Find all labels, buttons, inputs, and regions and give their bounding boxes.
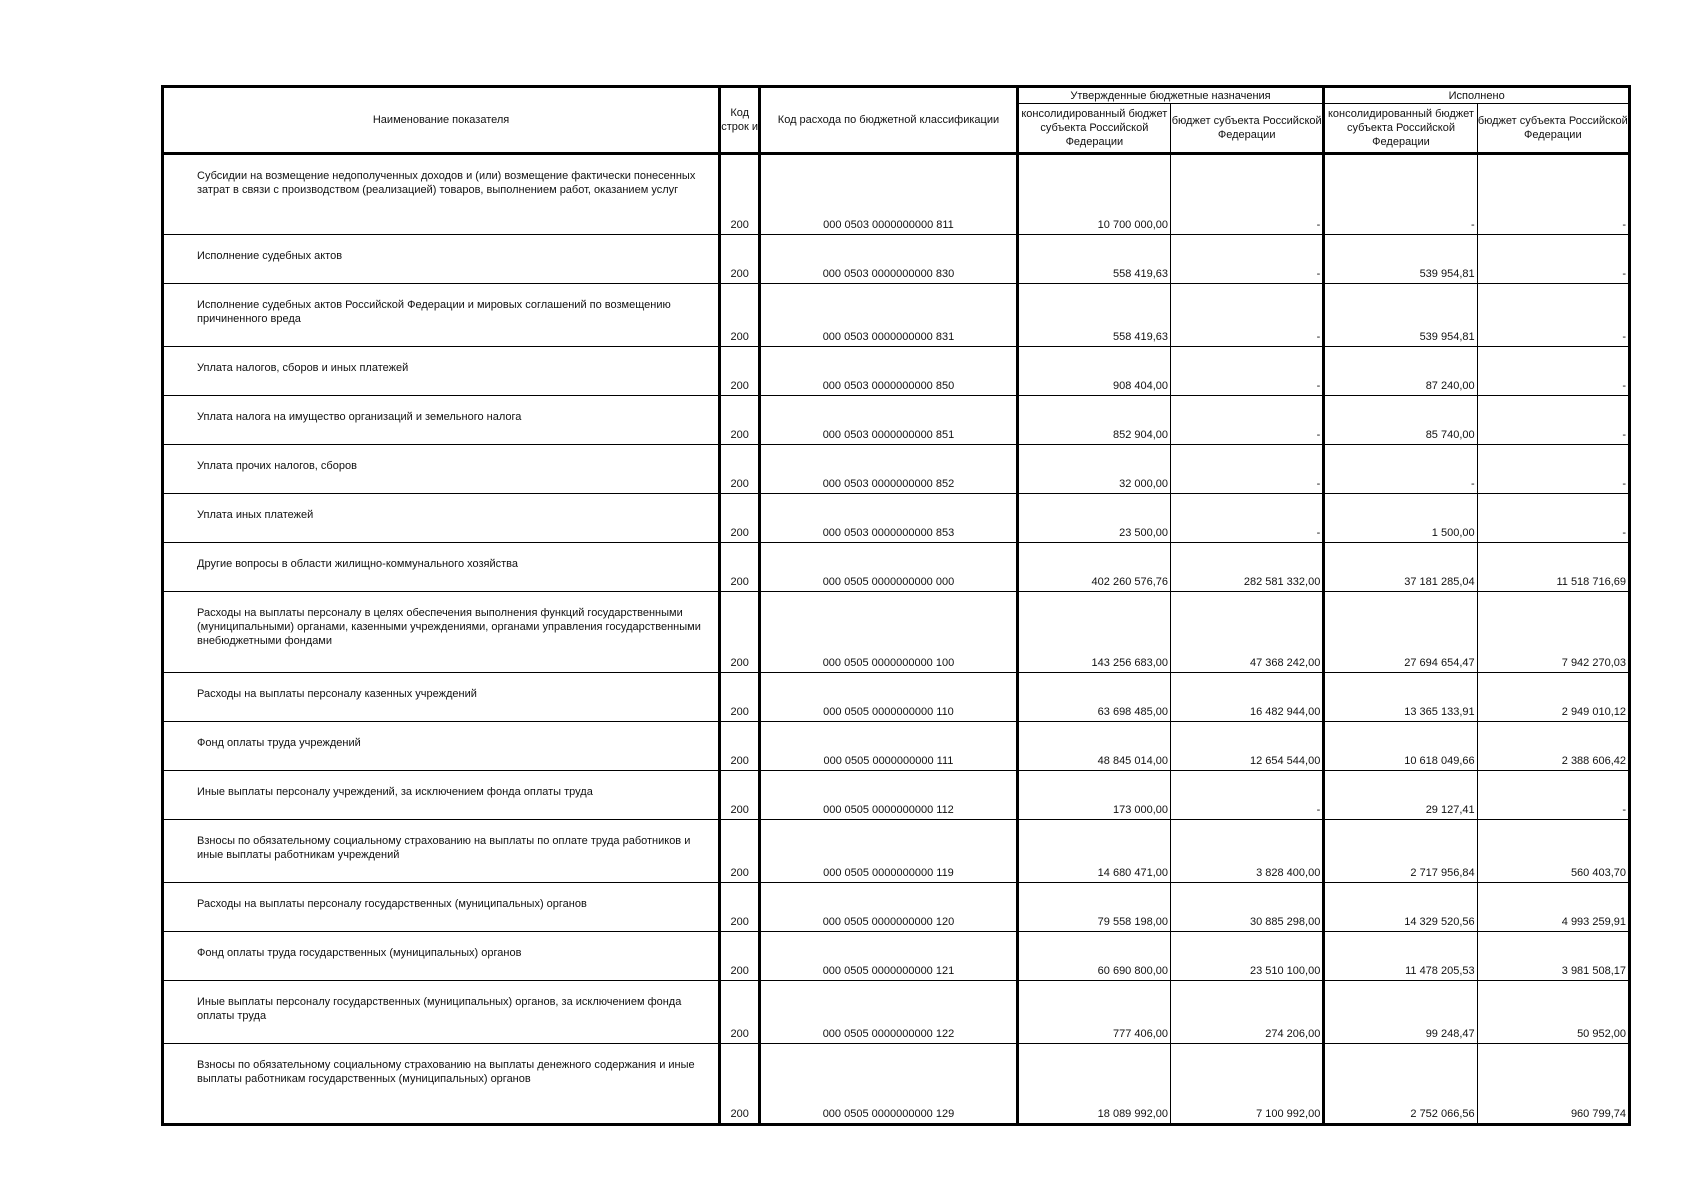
row-code: 200 — [720, 722, 760, 771]
row-classification: 000 0503 0000000000 850 — [760, 347, 1018, 396]
header-approved-group: Утвержденные бюджетные назначения — [1017, 87, 1324, 104]
row-executed-consolidated: - — [1324, 154, 1477, 235]
row-executed-consolidated: 85 740,00 — [1324, 396, 1477, 445]
row-executed-consolidated: 539 954,81 — [1324, 235, 1477, 284]
table-header — [163, 87, 1630, 154]
row-executed-subject: 2 388 606,42 — [1477, 722, 1629, 771]
row-approved-consolidated: 79 558 198,00 — [1017, 883, 1170, 932]
row-classification: 000 0505 0000000000 112 — [760, 771, 1018, 820]
row-executed-subject: - — [1477, 445, 1629, 494]
table-row — [163, 445, 1630, 494]
row-executed-consolidated: 2 752 066,56 — [1324, 1044, 1477, 1125]
row-executed-consolidated: 14 329 520,56 — [1324, 883, 1477, 932]
row-code: 200 — [720, 284, 760, 347]
row-name: Фонд оплаты труда государственных (муниципальных) органов — [163, 932, 720, 981]
row-executed-consolidated: 11 478 205,53 — [1324, 932, 1477, 981]
header-approved-consolidated: консолидированный бюджет субъекта Российской Федерации — [1017, 104, 1170, 154]
row-approved-consolidated: 32 000,00 — [1017, 445, 1170, 494]
row-name: Уплата налога на имущество организаций и земельного налога — [163, 396, 720, 445]
row-approved-subject: - — [1171, 284, 1324, 347]
table-row — [163, 592, 1630, 673]
row-classification: 000 0503 0000000000 811 — [760, 154, 1018, 235]
row-classification: 000 0503 0000000000 831 — [760, 284, 1018, 347]
row-approved-subject: - — [1171, 396, 1324, 445]
row-approved-consolidated: 777 406,00 — [1017, 981, 1170, 1044]
table-body — [163, 154, 1630, 1125]
row-approved-subject: 282 581 332,00 — [1171, 543, 1324, 592]
row-classification: 000 0505 0000000000 100 — [760, 592, 1018, 673]
row-name: Иные выплаты персоналу государственных (муниципальных) органов, за исключением фонда оплаты труда — [163, 981, 720, 1044]
row-name: Уплата прочих налогов, сборов — [163, 445, 720, 494]
row-executed-consolidated: 37 181 285,04 — [1324, 543, 1477, 592]
table-row — [163, 347, 1630, 396]
header-executed-consolidated: консолидированный бюджет субъекта Российской Федерации — [1324, 104, 1477, 154]
row-approved-subject: 23 510 100,00 — [1171, 932, 1324, 981]
row-classification: 000 0505 0000000000 120 — [760, 883, 1018, 932]
row-executed-subject: - — [1477, 396, 1629, 445]
row-approved-consolidated: 908 404,00 — [1017, 347, 1170, 396]
table-row — [163, 981, 1630, 1044]
row-name: Уплата иных платежей — [163, 494, 720, 543]
row-executed-subject: - — [1477, 284, 1629, 347]
row-approved-subject: 3 828 400,00 — [1171, 820, 1324, 883]
row-name: Фонд оплаты труда учреждений — [163, 722, 720, 771]
row-classification: 000 0503 0000000000 830 — [760, 235, 1018, 284]
row-name: Расходы на выплаты персоналу в целях обеспечения выполнения функций государственными (муниципальными) органами, казенными учреждениями, органами управления государственными внебюджетными фондами — [163, 592, 720, 673]
row-approved-consolidated: 14 680 471,00 — [1017, 820, 1170, 883]
header-executed-group: Исполнено — [1324, 87, 1630, 104]
row-approved-consolidated: 852 904,00 — [1017, 396, 1170, 445]
row-classification: 000 0505 0000000000 000 — [760, 543, 1018, 592]
table-row — [163, 396, 1630, 445]
row-executed-consolidated: 27 694 654,47 — [1324, 592, 1477, 673]
row-name: Расходы на выплаты персоналу казенных учреждений — [163, 673, 720, 722]
row-executed-subject: 2 949 010,12 — [1477, 673, 1629, 722]
row-executed-subject: 3 981 508,17 — [1477, 932, 1629, 981]
table-row — [163, 722, 1630, 771]
row-classification: 000 0505 0000000000 111 — [760, 722, 1018, 771]
row-approved-consolidated: 60 690 800,00 — [1017, 932, 1170, 981]
row-approved-subject: 16 482 944,00 — [1171, 673, 1324, 722]
row-code: 200 — [720, 771, 760, 820]
row-approved-subject: 274 206,00 — [1171, 981, 1324, 1044]
row-code: 200 — [720, 494, 760, 543]
row-approved-subject: - — [1171, 771, 1324, 820]
header-executed-subject: бюджет субъекта Российской Федерации — [1477, 104, 1629, 154]
row-executed-subject: 560 403,70 — [1477, 820, 1629, 883]
row-executed-subject: - — [1477, 771, 1629, 820]
row-approved-subject: 12 654 544,00 — [1171, 722, 1324, 771]
row-executed-subject: 4 993 259,91 — [1477, 883, 1629, 932]
row-code: 200 — [720, 235, 760, 284]
row-name: Взносы по обязательному социальному страхованию на выплаты денежного содержания и иные выплаты работникам государственных (муниципальных) органов — [163, 1044, 720, 1125]
header-name: Наименование показателя — [163, 87, 720, 154]
row-code: 200 — [720, 445, 760, 494]
row-classification: 000 0505 0000000000 122 — [760, 981, 1018, 1044]
row-code: 200 — [720, 347, 760, 396]
table-row — [163, 883, 1630, 932]
row-classification: 000 0503 0000000000 851 — [760, 396, 1018, 445]
row-executed-consolidated: 29 127,41 — [1324, 771, 1477, 820]
row-approved-subject: - — [1171, 347, 1324, 396]
row-classification: 000 0503 0000000000 852 — [760, 445, 1018, 494]
row-name: Уплата налогов, сборов и иных платежей — [163, 347, 720, 396]
row-name: Субсидии на возмещение недополученных доходов и (или) возмещение фактически понесенных затрат в связи с производством (реализацией) товаров, выполнением работ, оказанием услуг — [163, 154, 720, 235]
row-executed-subject: - — [1477, 154, 1629, 235]
row-approved-consolidated: 18 089 992,00 — [1017, 1044, 1170, 1125]
row-classification: 000 0503 0000000000 853 — [760, 494, 1018, 543]
row-approved-consolidated: 143 256 683,00 — [1017, 592, 1170, 673]
row-executed-subject: - — [1477, 235, 1629, 284]
row-approved-consolidated: 173 000,00 — [1017, 771, 1170, 820]
row-executed-subject: 960 799,74 — [1477, 1044, 1629, 1125]
row-executed-subject: 11 518 716,69 — [1477, 543, 1629, 592]
row-code: 200 — [720, 673, 760, 722]
table-row — [163, 932, 1630, 981]
header-approved-subject: бюджет субъекта Российской Федерации — [1171, 104, 1324, 154]
row-executed-subject: 50 952,00 — [1477, 981, 1629, 1044]
row-code: 200 — [720, 932, 760, 981]
row-approved-subject: 7 100 992,00 — [1171, 1044, 1324, 1125]
row-code: 200 — [720, 396, 760, 445]
row-code: 200 — [720, 820, 760, 883]
row-executed-consolidated: - — [1324, 445, 1477, 494]
row-approved-subject: - — [1171, 445, 1324, 494]
row-approved-subject: 47 368 242,00 — [1171, 592, 1324, 673]
row-approved-subject: - — [1171, 154, 1324, 235]
row-executed-consolidated: 87 240,00 — [1324, 347, 1477, 396]
row-classification: 000 0505 0000000000 110 — [760, 673, 1018, 722]
row-executed-consolidated: 10 618 049,66 — [1324, 722, 1477, 771]
header-classification: Код расхода по бюджетной классификации — [760, 87, 1018, 154]
row-name: Иные выплаты персоналу учреждений, за исключением фонда оплаты труда — [163, 771, 720, 820]
row-executed-subject: 7 942 270,03 — [1477, 592, 1629, 673]
row-executed-subject: - — [1477, 494, 1629, 543]
row-approved-subject: - — [1171, 235, 1324, 284]
table-row — [163, 820, 1630, 883]
table-row — [163, 543, 1630, 592]
row-approved-subject: 30 885 298,00 — [1171, 883, 1324, 932]
row-name: Исполнение судебных актов — [163, 235, 720, 284]
table-row — [163, 154, 1630, 235]
row-code: 200 — [720, 154, 760, 235]
row-code: 200 — [720, 981, 760, 1044]
row-name: Взносы по обязательному социальному страхованию на выплаты по оплате труда работников и иные выплаты работникам учреждений — [163, 820, 720, 883]
row-classification: 000 0505 0000000000 129 — [760, 1044, 1018, 1125]
row-code: 200 — [720, 592, 760, 673]
table-row — [163, 673, 1630, 722]
row-approved-consolidated: 23 500,00 — [1017, 494, 1170, 543]
row-name: Исполнение судебных актов Российской Федерации и мировых соглашений по возмещению причиненного вреда — [163, 284, 720, 347]
row-name: Расходы на выплаты персоналу государственных (муниципальных) органов — [163, 883, 720, 932]
row-approved-consolidated: 558 419,63 — [1017, 235, 1170, 284]
row-approved-consolidated: 558 419,63 — [1017, 284, 1170, 347]
row-approved-consolidated: 10 700 000,00 — [1017, 154, 1170, 235]
header-code: Код строк и — [720, 87, 760, 154]
row-approved-consolidated: 63 698 485,00 — [1017, 673, 1170, 722]
row-approved-subject: - — [1171, 494, 1324, 543]
row-approved-consolidated: 48 845 014,00 — [1017, 722, 1170, 771]
table-row — [163, 494, 1630, 543]
row-classification: 000 0505 0000000000 121 — [760, 932, 1018, 981]
row-approved-consolidated: 402 260 576,76 — [1017, 543, 1170, 592]
row-executed-consolidated: 1 500,00 — [1324, 494, 1477, 543]
row-executed-subject: - — [1477, 347, 1629, 396]
row-code: 200 — [720, 1044, 760, 1125]
table-row — [163, 284, 1630, 347]
row-executed-consolidated: 13 365 133,91 — [1324, 673, 1477, 722]
row-executed-consolidated: 2 717 956,84 — [1324, 820, 1477, 883]
row-executed-consolidated: 539 954,81 — [1324, 284, 1477, 347]
budget-report-table — [161, 85, 1631, 1126]
row-code: 200 — [720, 543, 760, 592]
table-row — [163, 771, 1630, 820]
row-executed-consolidated: 99 248,47 — [1324, 981, 1477, 1044]
row-code: 200 — [720, 883, 760, 932]
table-row — [163, 1044, 1630, 1125]
row-name: Другие вопросы в области жилищно-коммунального хозяйства — [163, 543, 720, 592]
row-classification: 000 0505 0000000000 119 — [760, 820, 1018, 883]
table-row — [163, 235, 1630, 284]
